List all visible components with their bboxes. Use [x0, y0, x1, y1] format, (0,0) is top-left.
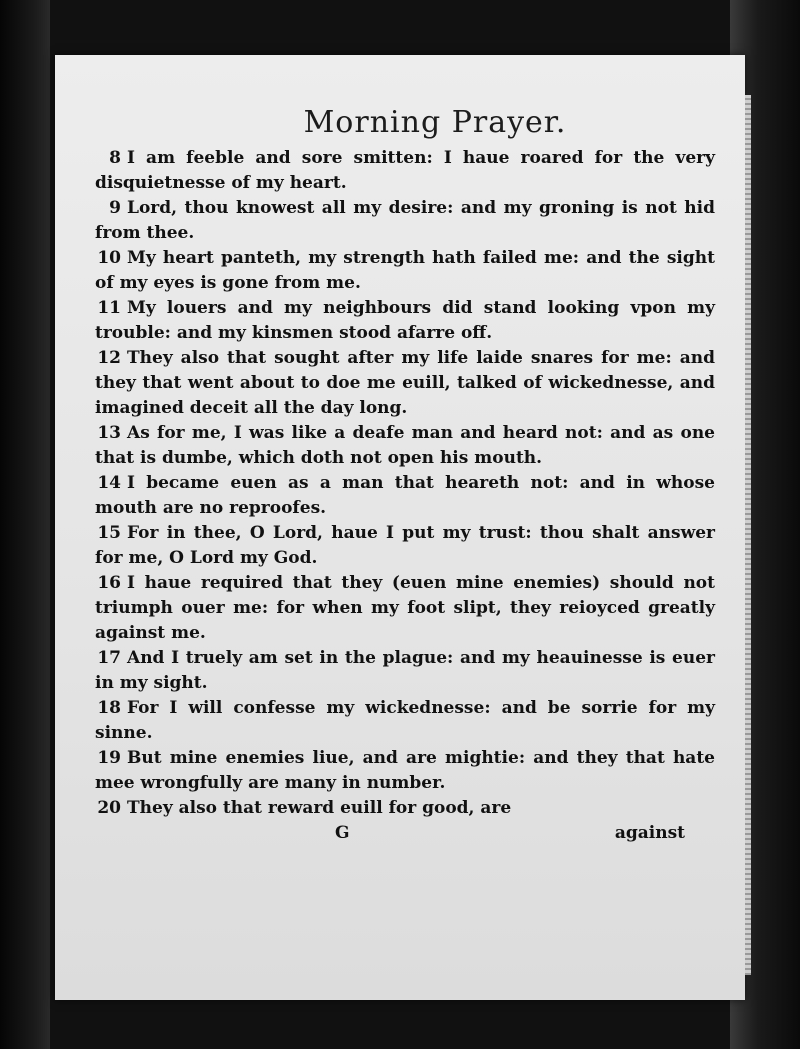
catchword: against — [614, 823, 685, 843]
verse-text: I became euen as a man that heareth not: and in whose mouth are no reproofes. — [95, 473, 715, 518]
verse-number: 16 — [97, 573, 121, 593]
verse-number: 8 — [109, 148, 121, 168]
verse — [95, 471, 715, 521]
verse — [95, 146, 715, 196]
verse-number: 17 — [97, 648, 121, 668]
verse — [95, 196, 715, 246]
verse-number: 13 — [97, 423, 121, 443]
verse-text: For I will confesse my wickednesse: and be sorrie for my sinne. — [95, 698, 715, 743]
verse-text: But mine enemies liue, and are mightie: and they that hate mee wrongfully are many in number. — [95, 748, 715, 793]
verse — [95, 296, 715, 346]
verse-text: For in thee, O Lord, haue I put my trust: thou shalt answer for me, O Lord my God. — [95, 523, 715, 568]
verse-text: I haue required that they (euen mine enemies) should not triumph ouer me: for when my foot slipt, they reioyced greatly against me. — [95, 573, 715, 643]
verse — [95, 571, 715, 646]
page-text-block — [95, 105, 715, 847]
verse — [95, 346, 715, 421]
verse — [95, 421, 715, 471]
verse-number: 10 — [97, 248, 121, 268]
verse-text: My heart panteth, my strength hath failed me: and the sight of my eyes is gone from me. — [95, 248, 715, 293]
verse — [95, 746, 715, 796]
verse-text: As for me, I was like a deafe man and heard not: and as one that is dumbe, which doth not open his mouth. — [95, 423, 715, 468]
verse — [95, 796, 715, 821]
verse-number: 18 — [97, 698, 121, 718]
book-page — [55, 55, 745, 1000]
verse-number: 9 — [109, 198, 121, 218]
verse-number: 15 — [97, 523, 121, 543]
verse — [95, 246, 715, 296]
verse-text: They also that sought after my life laide snares for me: and they that went about to doe me euill, talked of wickednesse, and imagined deceit all the day long. — [95, 348, 715, 418]
page-footer — [95, 823, 715, 847]
verse-number: 11 — [97, 298, 121, 318]
verse-number: 14 — [97, 473, 121, 493]
verse — [95, 696, 715, 746]
verse-text: And I truely am set in the plague: and my heauinesse is euer in my sight. — [95, 648, 715, 693]
book-gutter-shadow — [0, 0, 50, 1049]
verse-number: 12 — [97, 348, 121, 368]
verse-text: They also that reward euill for good, are — [127, 798, 512, 818]
verse-number: 19 — [97, 748, 121, 768]
verse-text: Lord, thou knowest all my desire: and my groning is not hid from thee. — [95, 198, 715, 243]
verse-number: 20 — [97, 798, 121, 818]
page-title: Morning Prayer. — [303, 105, 567, 140]
verse — [95, 646, 715, 696]
signature-mark: G — [335, 823, 350, 843]
verse — [95, 521, 715, 571]
page-edge-stack — [745, 95, 751, 975]
verse-text: My louers and my neighbours did stand looking vpon my trouble: and my kinsmen stood afarre off. — [95, 298, 715, 343]
verse-text: I am feeble and sore smitten: I haue roared for the very disquietnesse of my heart. — [95, 148, 715, 193]
